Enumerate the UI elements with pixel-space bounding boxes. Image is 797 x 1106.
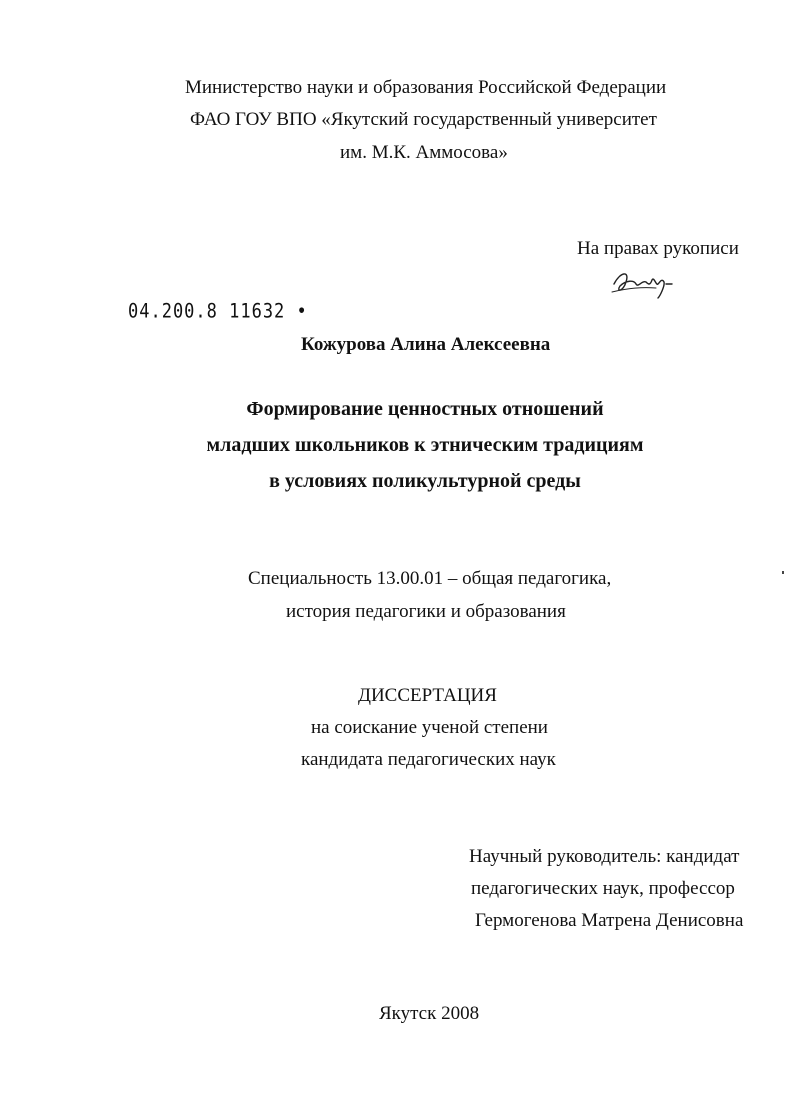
author-name: Кожурова Алина Алексеевна: [301, 334, 551, 355]
specialty-line-2: история педагогики и образования: [286, 601, 566, 622]
dissertation-label: ДИССЕРТАЦИЯ: [358, 685, 497, 706]
supervisor-line-1: Научный руководитель: кандидат: [469, 846, 740, 867]
supervisor-name: Гермогенова Матрена Денисовна: [475, 910, 744, 931]
ministry-line: Министерство науки и образования Российской Федерации: [185, 77, 667, 98]
supervisor-line-2: педагогических наук, профессор: [471, 878, 735, 899]
city-year: Якутск 2008: [379, 1003, 480, 1024]
degree-line-1: на соискание ученой степени: [311, 717, 548, 738]
registry-number-stamp: [128, 300, 308, 323]
named-after-line: им. М.К. Аммосова»: [340, 142, 508, 163]
title-line-2: младших школьников к этническим традициям: [206, 434, 644, 456]
manuscript-note: На правах рукописи: [577, 238, 739, 259]
title-line-3: в условиях поликультурной среды: [269, 470, 581, 492]
university-line: ФАО ГОУ ВПО «Якутский государственный университет: [190, 109, 657, 130]
registry-number: 04.200.8 11632: [128, 300, 286, 323]
specialty-line-1: Специальность 13.00.01 – общая педагогика,: [248, 568, 612, 589]
stamp-dot-icon: •: [285, 300, 308, 323]
title-line-1: Формирование ценностных отношений: [246, 398, 604, 420]
degree-line-2: кандидата педагогических наук: [301, 749, 556, 770]
scan-speck: [782, 571, 784, 574]
signature-icon: [608, 262, 678, 302]
